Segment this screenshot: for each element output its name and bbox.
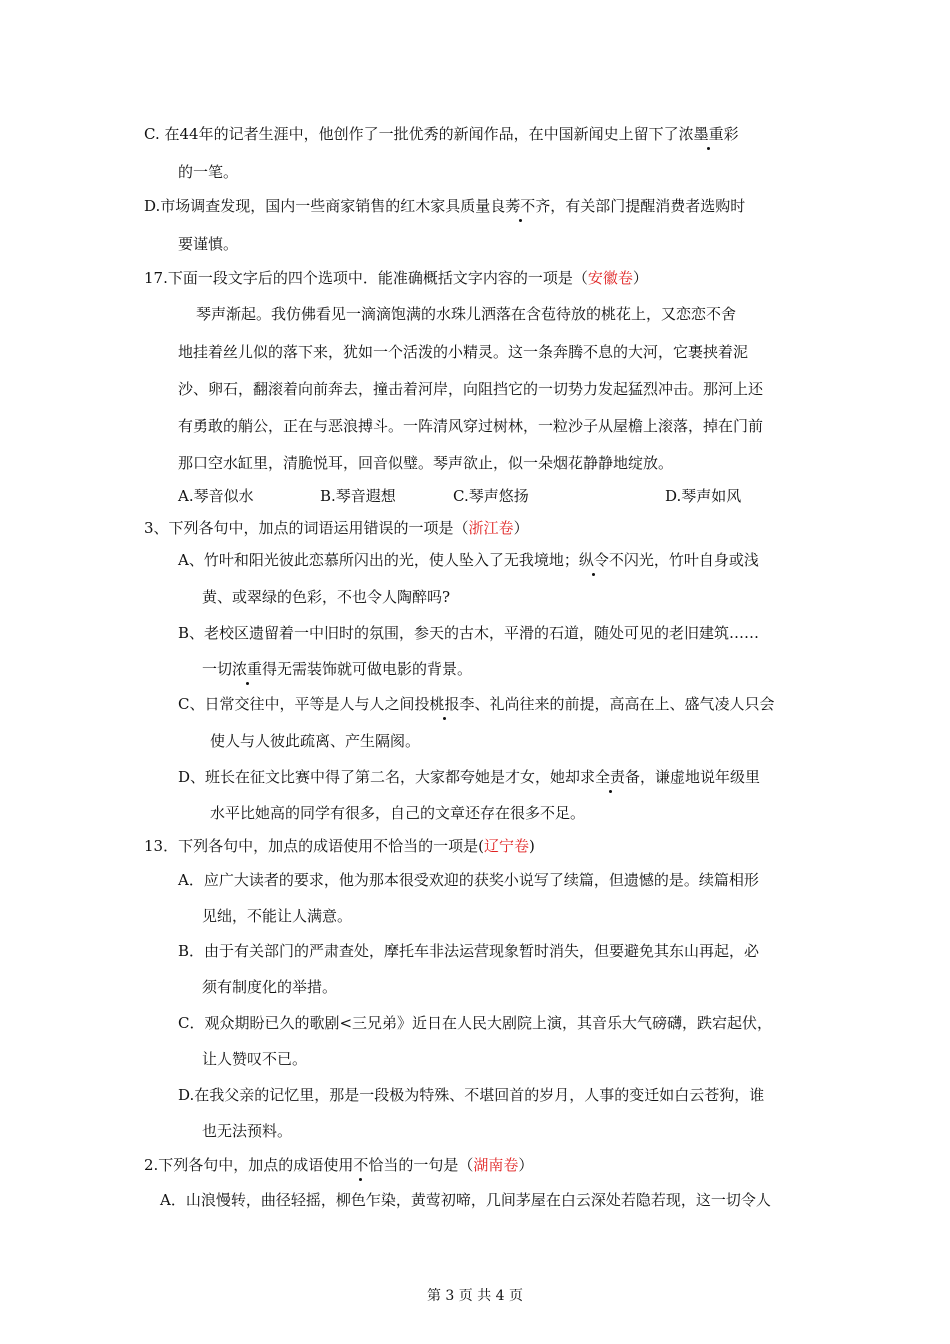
q3-option-c-line1: C、日常交往中，平等是人与人之间投桃报李、礼尚往来的前提，高高在上、盛气凌人只会: [178, 695, 775, 713]
q3-option-a-line2: 黄、或翠绿的色彩，不也令人陶醉吗?: [202, 588, 451, 606]
q17-option-d: D.琴声如风: [665, 487, 742, 505]
q17-option-b: B.琴音遐想: [320, 487, 396, 505]
q17-passage-line3: 沙、卵石，翻滚着向前奔去，撞击着河岸，向阻挡它的一切势力发起猛烈冲击。那河上还: [178, 380, 764, 398]
option-c-line1: C. 在44年的记者生涯中，他创作了一批优秀的新闻作品，在中国新闻史上留下了浓墨重彩: [144, 125, 739, 143]
q17-passage-line5: 那口空水缸里，清脆悦耳，回音似璧。琴声欲止，似一朵烟花静静地绽放。: [178, 454, 674, 472]
q3-option-c-line2: 使人与人彼此疏离、产生隔阂。: [210, 732, 421, 750]
q17-source: 安徽卷: [587, 269, 633, 287]
q3-source: 浙江卷: [468, 519, 514, 537]
q13-option-a-line2: 见绌，不能让人满意。: [202, 907, 353, 925]
q17-passage-line4: 有勇敢的艄公，正在与恶浪搏斗。一阵清风穿过树林，一粒沙子从屋檐上滚落，掉在门前: [178, 417, 764, 435]
q13-option-b-line1: B．由于有关部门的严肃查处，摩托车非法运营现象暂时消失，但要避免其东山再起，必: [178, 942, 760, 960]
q17-option-c: C.琴声悠扬: [453, 487, 529, 505]
q13-source: 辽宁卷: [483, 837, 529, 855]
q17-passage-line2: 地挂着丝儿似的落下来，犹如一个活泼的小精灵。这一条奔腾不息的大河，它裹挟着泥: [178, 343, 749, 361]
q13-option-c-line2: 让人赞叹不已。: [202, 1050, 308, 1068]
q17-option-a: A.琴音似水: [178, 487, 254, 505]
q3-option-a-line1: A、竹叶和阳光彼此恋慕所闪出的光，使人坠入了无我境地；纵令不闪光，竹叶自身或浅: [178, 551, 759, 569]
q3-stem: 3、下列各句中，加点的词语运用错误的一项是（浙江卷）: [144, 519, 529, 537]
q2-source: 湖南卷: [473, 1156, 519, 1174]
option-d-line1: D.市场调查发现，国内一些商家销售的红木家具质量良莠不齐，有关部门提醒消费者选购时: [144, 197, 746, 215]
page-number: 第 3 页 共 4 页: [426, 1288, 524, 1304]
q2-stem: 2.下列各句中，加点的成语使用不恰当的一句是（湖南卷）: [144, 1156, 534, 1174]
q13-option-d-line1: D.在我父亲的记忆里，那是一段极为特殊、不堪回首的岁月，人事的变迁如白云苍狗，谁: [178, 1086, 765, 1104]
q3-option-b-line1: B、老校区遗留着一中旧时的氛围，参天的古木，平滑的石道，随处可见的老旧建筑……: [178, 624, 760, 642]
q17-stem: 17.下面一段文字后的四个选项中．能准确概括文字内容的一项是（安徽卷）: [144, 269, 648, 287]
q3-option-d-line2: 水平比她高的同学有很多，自己的文章还存在很多不足。: [210, 804, 586, 822]
q13-stem: 13．下列各句中，加点的成语使用不恰当的一项是(辽宁卷): [144, 837, 535, 855]
q13-option-d-line2: 也无法预料。: [202, 1122, 293, 1140]
q13-option-a-line1: A．应广大读者的要求，他为那本很受欢迎的获奖小说写了续篇，但遗憾的是。续篇相形: [178, 871, 759, 889]
option-c-line2: 的一笔。: [178, 163, 239, 181]
q13-option-c-line1: C．观众期盼已久的歌剧<三兄弟》近日在人民大剧院上演，其音乐大气磅礴，跌宕起伏，: [178, 1014, 773, 1032]
q13-option-b-line2: 须有制度化的举措。: [202, 978, 338, 996]
option-d-line2: 要谨慎。: [178, 235, 239, 253]
q3-option-d-line1: D、班长在征文比赛中得了第二名，大家都夸她是才女，她却求全责备，谦虚地说年级里: [178, 768, 761, 786]
q3-option-b-line2: 一切浓重得无需装饰就可做电影的背景。: [202, 660, 473, 678]
q2-option-a-line1: A．山浪慢转，曲径轻摇，柳色乍染，黄莺初啼，几间茅屋在白云深处若隐若现，这一切令人: [160, 1191, 771, 1209]
q17-passage-line1: 琴声渐起。我仿佛看见一滴滴饱满的水珠儿洒落在含苞待放的桃花上，又恋恋不舍: [196, 305, 737, 323]
